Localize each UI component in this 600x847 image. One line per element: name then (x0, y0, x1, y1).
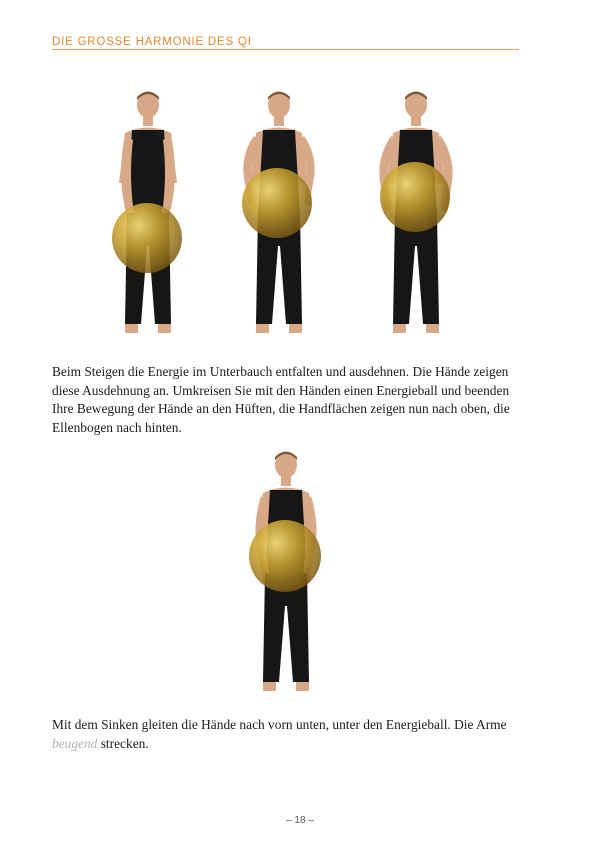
running-header: DIE GROSSE HARMONIE DES QI (52, 36, 252, 48)
paragraph-sinking-muted-word: beugend (52, 735, 98, 751)
header-rule (52, 49, 519, 50)
page-number: – 18 – (286, 815, 314, 826)
paragraph-sinking-start: Mit dem Sinken gleiten die Hände nach vorn unten, unter den Energieball. Die Arme (52, 717, 507, 732)
paragraph-sinking-end: strecken. (97, 735, 149, 751)
figure-energy-ball-high (234, 88, 324, 346)
figure-energy-ball-low (103, 88, 193, 346)
paragraph-sinking (52, 716, 522, 753)
figure-energy-ball-middle (371, 88, 461, 346)
paragraph-rising: Beim Steigen die Energie im Unterbauch entfalten und ausdehnen. Die Hände zeigen diese Ausdehnung an. Umkreisen Sie mit den Händen einen Energieball und beenden Ihre Bewegung der Hände an den Hüften, die Handflächen zeigen nun nach oben, die Ellenbogen nach hinten. (52, 364, 510, 435)
figure-energy-ball-front (241, 448, 331, 700)
